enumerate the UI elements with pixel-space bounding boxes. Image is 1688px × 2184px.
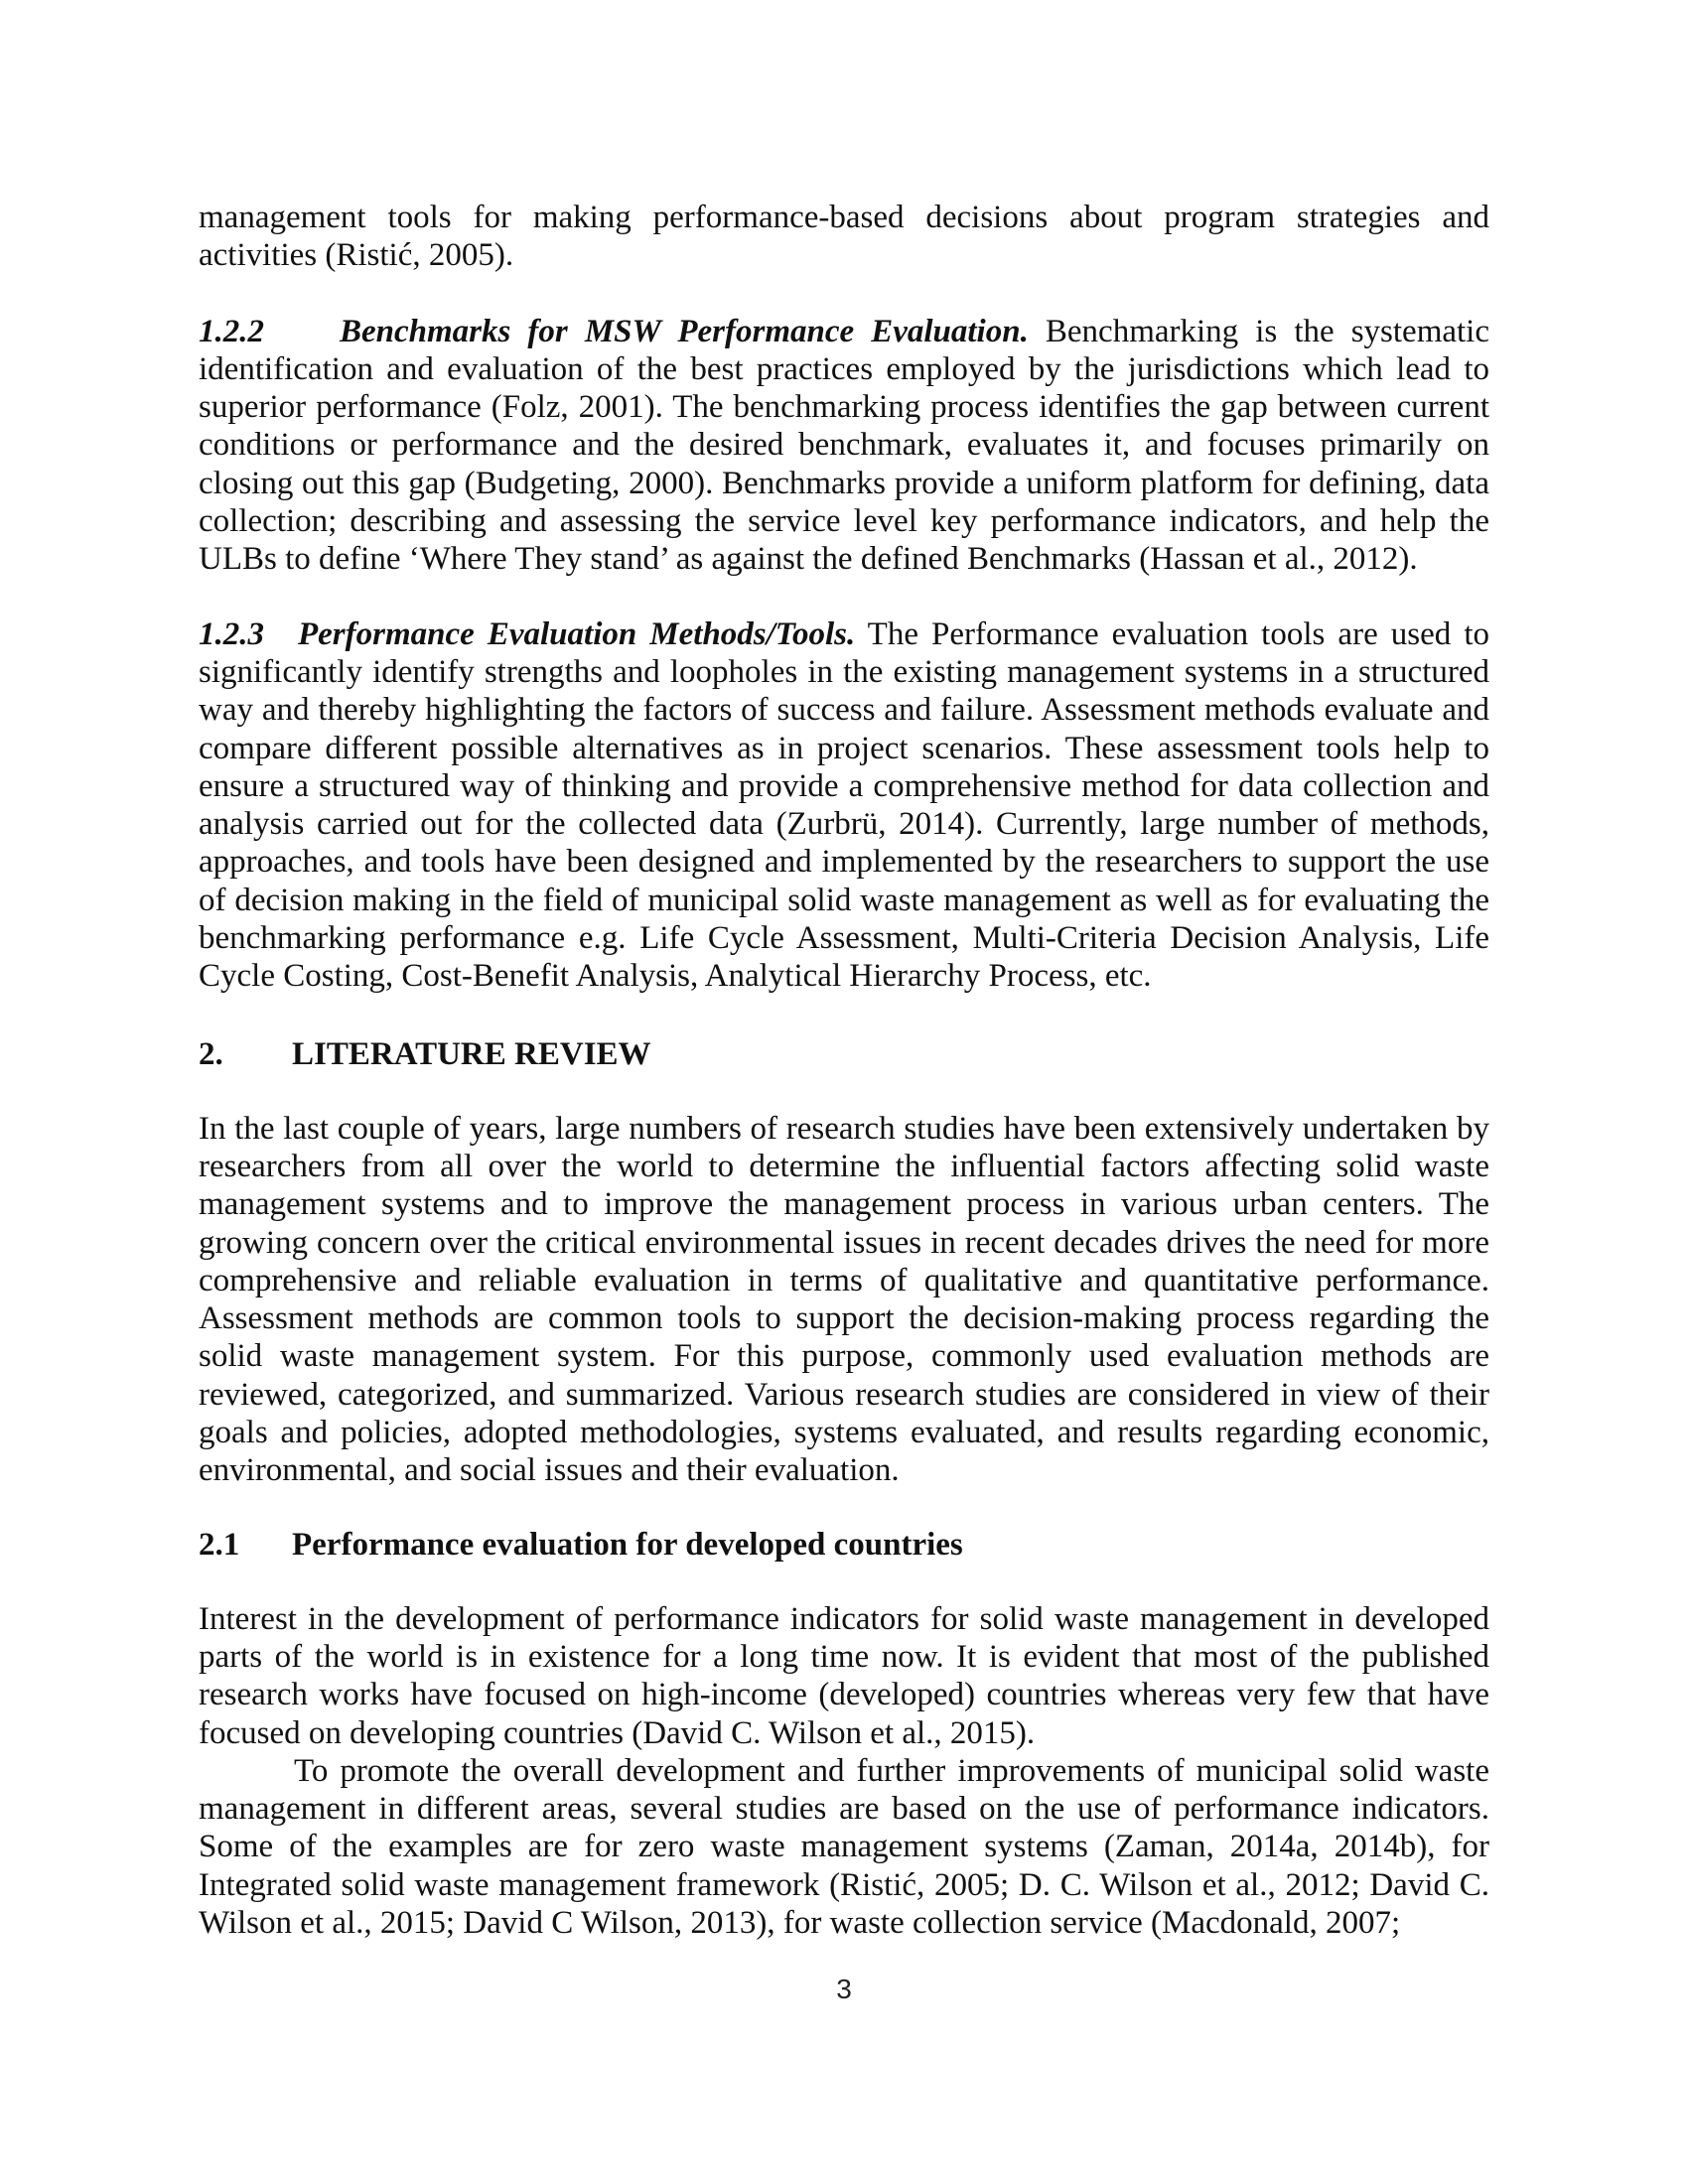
section-1-2-2-body: Benchmarking is the systematic identification and evaluation of the best practices employed by the jurisdictions which lead to superior performance (Folz, 2001). The benchmarking process identifies the gap between current conditions or performance and the desired benchmark, evaluates it, and focuses primarily on closing out this gap (Budgeting, 2000). Benchmarks provide a uniform platform for defining, data collection; describing and assessing the service level key performance indicators, and help the ULBs to define ‘Where They stand’ as against the defined Benchmarks (Hassan et al., 2012). bbox=[199, 313, 1489, 578]
section-1-2-3-body: The Performance evaluation tools are used to significantly identify strengths and loopholes in the existing management systems in a structured way and thereby highlighting the factors of success and failure. Assessment methods evaluate and compare different possible alternatives as in project scenarios. These assessment tools help to ensure a structured way of thinking and provide a comprehensive method for data collection and analysis carried out for the collected data (Zurbrü, 2014). Currently, large number of methods, approaches, and tools have been designed and implemented by the researchers to support the use of decision making in the field of municipal solid waste management as well as for evaluating the benchmarking performance e.g. Life Cycle Assessment, Multi-Criteria Decision Analysis, Life Cycle Costing, Cost-Benefit Analysis, Analytical Hierarchy Process, etc. bbox=[199, 615, 1489, 995]
section-1-2-2-number: 1.2.2 bbox=[199, 313, 264, 349]
section-1-2-2-title: Benchmarks for MSW Performance Evaluation. bbox=[340, 313, 1029, 349]
section-2-1-title: Performance evaluation for developed countries bbox=[292, 1526, 963, 1563]
section-1-2-3-number: 1.2.3 bbox=[199, 615, 264, 652]
section-1-2-3-title: Performance Evaluation Methods/Tools. bbox=[298, 615, 856, 652]
section-2-1-number: 2.1 bbox=[199, 1526, 240, 1563]
section-2-1-heading bbox=[199, 1526, 1489, 1564]
section-2-heading bbox=[199, 1035, 1489, 1073]
section-1-2-2-paragraph bbox=[199, 313, 1489, 579]
document-page bbox=[199, 199, 1489, 1942]
section-2-1-paragraph-2: To promote the overall development and further improvements of municipal solid waste management in different areas, several studies are based on the use of performance indicators. Some of the examples are for zero waste management systems (Zaman, 2014a, 2014b), for Integrated solid waste management framework (Ristić, 2005; D. C. Wilson et al., 2012; David C. Wilson et al., 2015; David C Wilson, 2013), for waste collection service (Macdonald, 2007; bbox=[199, 1752, 1489, 1941]
page-number: 3 bbox=[836, 1974, 852, 2004]
intro-paragraph: management tools for making performance-based decisions about program strategies and activities (Ristić, 2005). bbox=[199, 200, 1489, 274]
section-1-2-3-paragraph bbox=[199, 615, 1489, 996]
section-2-1-paragraph-1: Interest in the development of performance indicators for solid waste management in developed parts of the world is in existence for a long time now. It is evident that most of the published research works have focused on high-income (developed) countries whereas very few that have focused on developing countries (David C. Wilson et al., 2015). bbox=[199, 1600, 1489, 1751]
section-2-title: LITERATURE REVIEW bbox=[292, 1035, 651, 1072]
section-2-number: 2. bbox=[199, 1035, 223, 1072]
section-2-body: In the last couple of years, large numbers of research studies have been extensively undertaken by researchers from all over the world to determine the influential factors affecting solid waste management systems and to improve the management process in various urban centers. The growing concern over the critical environmental issues in recent decades drives the need for more comprehensive and reliable evaluation in terms of qualitative and quantitative performance. Assessment methods are common tools to support the decision-making process regarding the solid waste management system. For this purpose, commonly used evaluation methods are reviewed, categorized, and summarized. Various research studies are considered in view of their goals and policies, adopted methodologies, systems evaluated, and results regarding economic, environmental, and social issues and their evaluation. bbox=[199, 1110, 1489, 1489]
